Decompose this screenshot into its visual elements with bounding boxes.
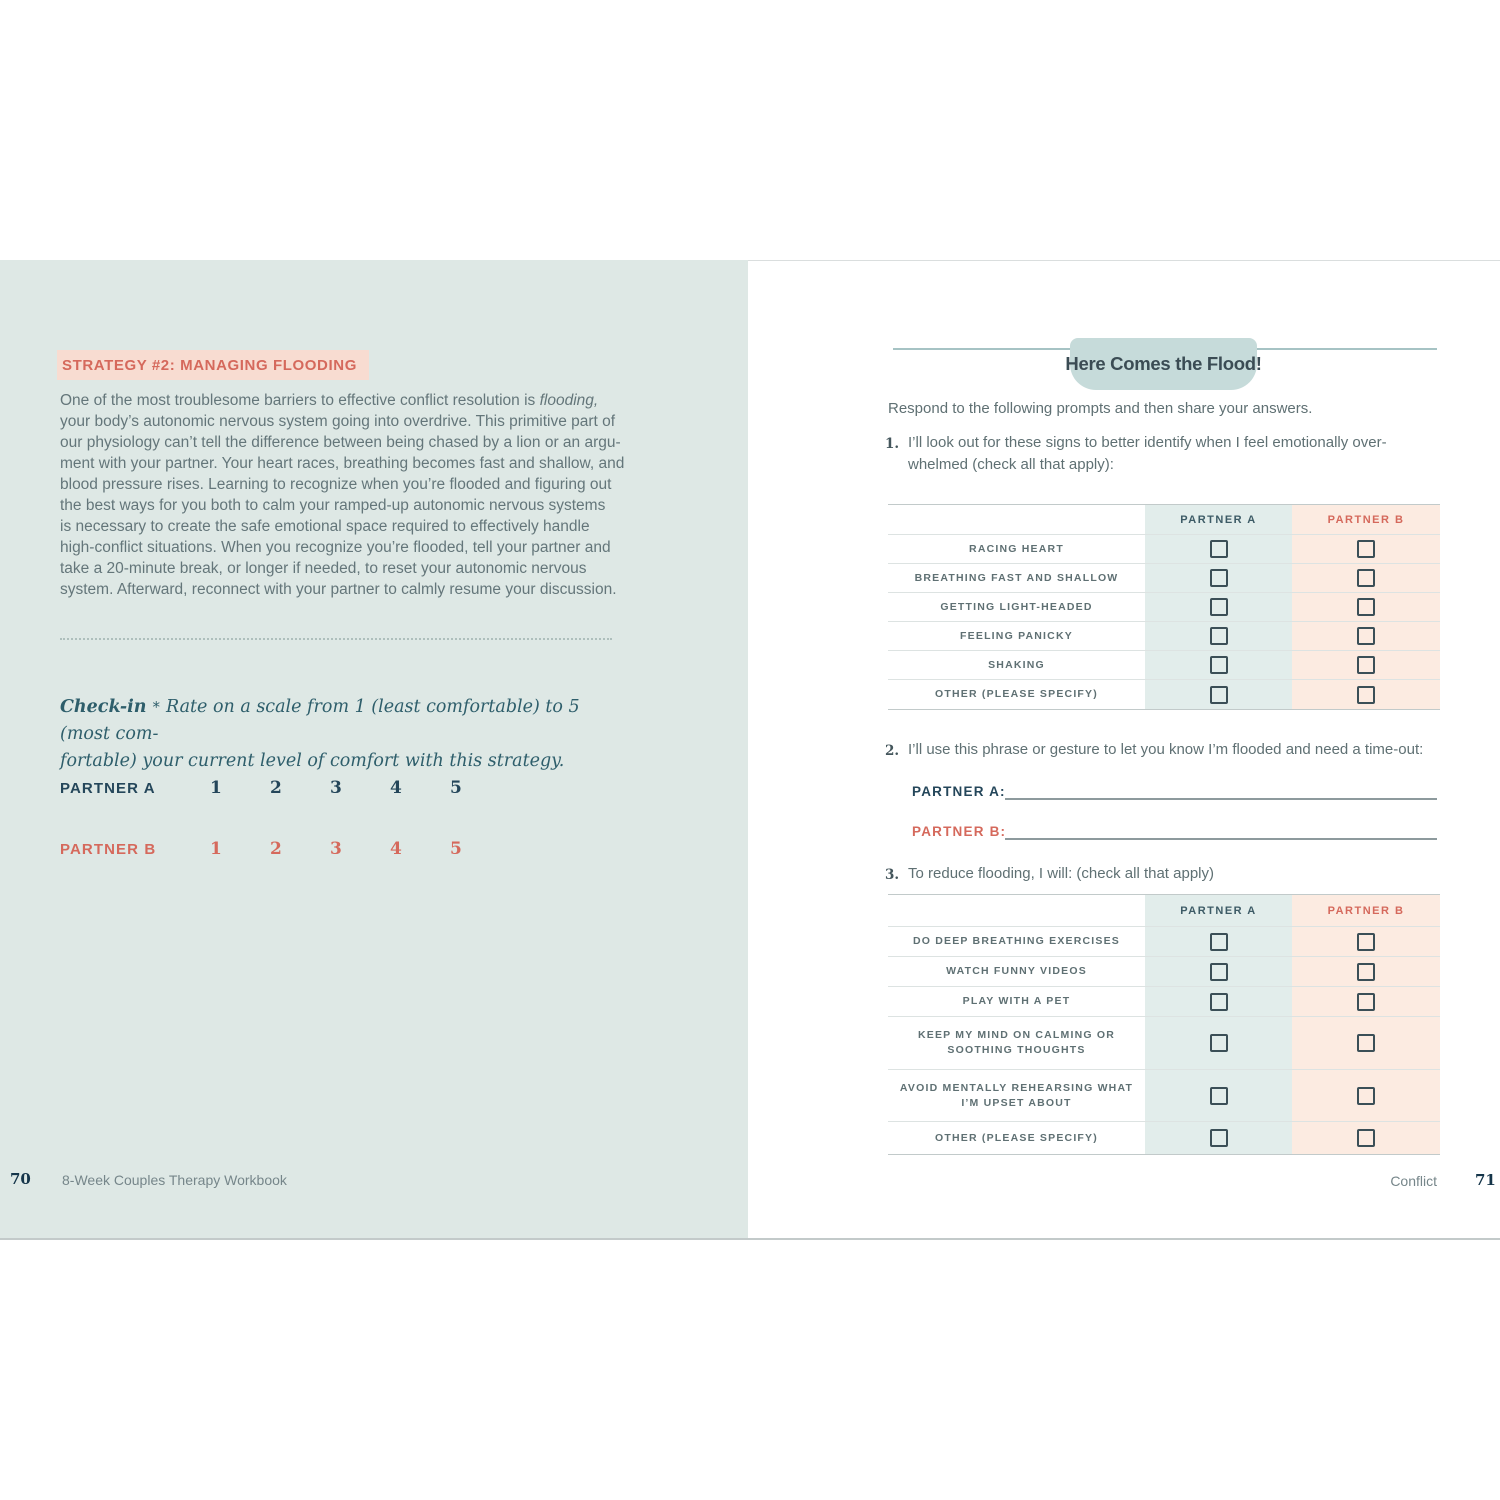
- worksheet-title-badge: Here Comes the Flood!: [1070, 338, 1257, 390]
- row-label: AVOID MENTALLY REHEARSING WHAT I’M UPSET ABOUT: [888, 1070, 1145, 1122]
- rating-option-3[interactable]: 3: [330, 778, 342, 798]
- row-label: RACING HEART: [888, 535, 1145, 564]
- checkbox-partner-b[interactable]: [1357, 1129, 1375, 1147]
- checkin-instruction: [60, 694, 635, 775]
- paragraph-line: blood pressure rises. Learning to recognize when you’re flooded and figuring out: [60, 476, 612, 493]
- prompt-2: [885, 739, 1423, 762]
- checkbox-partner-a[interactable]: [1210, 540, 1228, 558]
- prompt-1-text: [908, 432, 1387, 476]
- checkbox-cell: [1145, 535, 1292, 564]
- checkin-label: Check-in: [60, 697, 147, 717]
- paragraph-line: our physiology can’t tell the difference between being chased by a lion or an argu-: [60, 434, 621, 451]
- row-label: OTHER (PLEASE SPECIFY): [935, 1131, 1098, 1144]
- checkbox-cell: [1292, 651, 1440, 680]
- checkbox-partner-b[interactable]: [1357, 993, 1375, 1011]
- rating-option-2[interactable]: 2: [270, 839, 282, 859]
- checkbox-cell: [1292, 622, 1440, 651]
- checkbox-cell: [1145, 957, 1292, 987]
- page-number-left: 70: [10, 1170, 31, 1188]
- column-header-partner-a: PARTNER A: [1145, 505, 1292, 535]
- checkbox-cell: [1145, 622, 1292, 651]
- checkbox-cell: [1292, 1017, 1440, 1070]
- paragraph-line: is necessary to create the safe emotional space required to effectively handle: [60, 518, 590, 535]
- row-label: OTHER (PLEASE SPECIFY): [935, 688, 1098, 700]
- checkin-text: Rate on a scale from 1 (least comfortable) to 5 (most com-: [60, 697, 580, 744]
- prompt-2-text: I’ll use this phrase or gesture to let you know I’m flooded and need a time-out:: [908, 741, 1424, 758]
- rating-scale-partner-b: [60, 839, 510, 859]
- checkbox-cell: [1145, 680, 1292, 709]
- prompt-1-number: 1.: [885, 436, 900, 452]
- checkbox-cell: [1145, 564, 1292, 593]
- partner-a-response-line[interactable]: [1005, 798, 1437, 800]
- paragraph-line: high-conflict situations. When you recognize you’re flooded, tell your partner and: [60, 539, 611, 556]
- checkbox-partner-a[interactable]: [1210, 627, 1228, 645]
- checkbox-cell: [1145, 1017, 1292, 1070]
- rating-option-5[interactable]: 5: [450, 839, 462, 859]
- rating-option-1[interactable]: 1: [210, 778, 222, 798]
- asterisk-icon: *: [152, 698, 160, 716]
- checkbox-partner-a[interactable]: [1210, 963, 1228, 981]
- row-label: PLAY WITH A PET: [888, 987, 1145, 1017]
- row-label: SHAKING: [888, 651, 1145, 680]
- paragraph-line: your body’s autonomic nervous system going into overdrive. This primitive part of: [60, 413, 616, 430]
- worksheet-intro: Respond to the following prompts and then share your answers.: [888, 400, 1313, 417]
- left-page: [0, 260, 748, 1238]
- page-number-right: 71: [1475, 1171, 1496, 1189]
- checkbox-partner-a[interactable]: [1210, 598, 1228, 616]
- row-label: WATCH FUNNY VIDEOS: [888, 957, 1145, 987]
- rating-option-4[interactable]: 4: [390, 839, 402, 859]
- checkbox-partner-a[interactable]: [1210, 993, 1228, 1011]
- checkin-line: [60, 694, 635, 748]
- checkbox-partner-b[interactable]: [1357, 656, 1375, 674]
- column-header-partner-b: PARTNER B: [1292, 895, 1440, 927]
- checkbox-partner-b[interactable]: [1357, 1034, 1375, 1052]
- prompt-3-text: To reduce flooding, I will: (check all that apply): [908, 865, 1214, 882]
- partner-b-label: PARTNER B: [60, 840, 157, 858]
- checkbox-cell: [1145, 1122, 1292, 1154]
- checkbox-cell: [1145, 651, 1292, 680]
- prompt-1: [885, 432, 1387, 476]
- checkbox-cell: [1292, 593, 1440, 622]
- book-spread: [0, 260, 1500, 1240]
- chapter-name-footer: Conflict: [1390, 1173, 1437, 1189]
- checkbox-partner-b[interactable]: [1357, 933, 1375, 951]
- paragraph-line: the best ways for you both to calm your ramped-up autonomic nervous systems: [60, 497, 606, 514]
- checkbox-partner-a[interactable]: [1210, 1087, 1228, 1105]
- checkin-line: fortable) your current level of comfort with this strategy.: [60, 751, 565, 771]
- column-header-partner-b: PARTNER B: [1292, 505, 1440, 535]
- checkbox-partner-a[interactable]: [1210, 569, 1228, 587]
- prompt-2-number: 2.: [885, 743, 900, 759]
- checkbox-partner-b[interactable]: [1357, 598, 1375, 616]
- checkbox-partner-a[interactable]: [1210, 686, 1228, 704]
- paragraph-line: ment with your partner. Your heart races, breathing becomes fast and shallow, and: [60, 455, 625, 472]
- rating-option-3[interactable]: 3: [330, 839, 342, 859]
- checkbox-partner-a[interactable]: [1210, 1129, 1228, 1147]
- checkbox-cell: [1292, 927, 1440, 957]
- checkbox-cell: [1145, 987, 1292, 1017]
- rating-option-1[interactable]: 1: [210, 839, 222, 859]
- partner-b-response-line[interactable]: [1005, 838, 1437, 840]
- table-corner-cell: [888, 505, 1145, 535]
- paragraph-text: One of the most troublesome barriers to effective conflict resolution is: [60, 392, 540, 409]
- checkbox-partner-b[interactable]: [1357, 686, 1375, 704]
- paragraph-line: [60, 390, 660, 411]
- prompt-3-number: 3.: [885, 867, 900, 883]
- checkbox-partner-a[interactable]: [1210, 656, 1228, 674]
- checkbox-cell: [1292, 987, 1440, 1017]
- strategy-heading: STRATEGY #2: MANAGING FLOODING: [57, 350, 369, 380]
- checkbox-cell: [1292, 1070, 1440, 1122]
- book-title-footer: 8-Week Couples Therapy Workbook: [62, 1172, 287, 1188]
- rating-scale-partner-a: [60, 778, 510, 798]
- right-page: [748, 260, 1500, 1238]
- fill-in-partner-a-label: PARTNER A:: [912, 784, 1006, 799]
- strategy-paragraph: [60, 390, 660, 600]
- row-label: DO DEEP BREATHING EXERCISES: [888, 927, 1145, 957]
- row-label: FEELING PANICKY: [888, 622, 1145, 651]
- row-label: GETTING LIGHT-HEADED: [888, 593, 1145, 622]
- column-header-partner-a: PARTNER A: [1145, 895, 1292, 927]
- checkbox-partner-a[interactable]: [1210, 933, 1228, 951]
- checkbox-cell: [1292, 957, 1440, 987]
- rating-option-4[interactable]: 4: [390, 778, 402, 798]
- checkbox-cell: [1292, 564, 1440, 593]
- checkbox-cell: [1292, 680, 1440, 709]
- reduce-flooding-checklist-table: [888, 894, 1440, 1155]
- partner-a-label: PARTNER A: [60, 779, 156, 797]
- paragraph-italic-word: flooding,: [539, 392, 599, 409]
- checkbox-partner-b[interactable]: [1357, 569, 1375, 587]
- checkbox-cell: [1292, 1122, 1440, 1154]
- checkbox-partner-b[interactable]: [1357, 1087, 1375, 1105]
- fill-in-partner-b-label: PARTNER B:: [912, 824, 1007, 839]
- paragraph-line: system. Afterward, reconnect with your partner to calmly resume your discussion.: [60, 581, 617, 598]
- checkbox-partner-b[interactable]: [1357, 627, 1375, 645]
- checkbox-cell: [1145, 593, 1292, 622]
- prompt-1-line: I’ll look out for these signs to better identify when I feel emotionally over-: [908, 434, 1387, 451]
- dotted-divider: [60, 638, 612, 640]
- checkbox-partner-a[interactable]: [1210, 1034, 1228, 1052]
- rating-option-5[interactable]: 5: [450, 778, 462, 798]
- rating-option-2[interactable]: 2: [270, 778, 282, 798]
- signs-checklist-table: [888, 504, 1440, 710]
- prompt-3: [885, 863, 1214, 886]
- prompt-1-line: whelmed (check all that apply):: [908, 456, 1114, 473]
- checkbox-cell: [1145, 1070, 1292, 1122]
- checkbox-partner-b[interactable]: [1357, 540, 1375, 558]
- row-label: BREATHING FAST AND SHALLOW: [888, 564, 1145, 593]
- checkbox-cell: [1292, 535, 1440, 564]
- checkbox-cell: [1145, 927, 1292, 957]
- table-corner-cell: [888, 895, 1145, 927]
- paragraph-line: take a 20-minute break, or longer if needed, to reset your autonomic nervous: [60, 560, 587, 577]
- row-label: KEEP MY MIND ON CALMING OR SOOTHING THOUGHTS: [888, 1017, 1145, 1070]
- checkbox-partner-b[interactable]: [1357, 963, 1375, 981]
